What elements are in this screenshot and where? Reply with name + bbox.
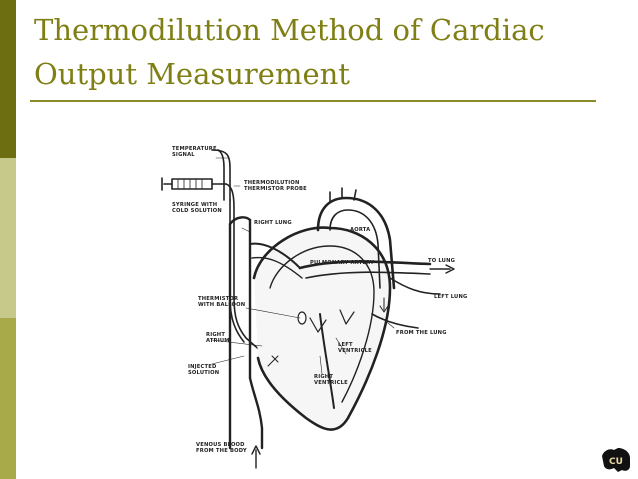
label-temperature-signal-2: SIGNAL (172, 152, 195, 158)
slide-title-line-1: Thermodilution Method of Cardiac (34, 13, 545, 47)
sidebar-band-light (0, 158, 16, 318)
syringe-icon (162, 178, 226, 190)
label-left-ventricle-1: LEFT (338, 342, 353, 348)
label-to-lung: TO LUNG (428, 258, 456, 264)
label-right-lung: RIGHT LUNG (254, 220, 292, 226)
sidebar-band-dark (0, 0, 16, 158)
label-thermistor-probe-2: THERMISTOR PROBE (244, 186, 307, 192)
label-left-ventricle-2: VENTRICLE (338, 348, 372, 354)
label-right-ventricle-1: RIGHT (314, 374, 334, 380)
slide-sidebar-accent (0, 0, 16, 479)
slide-title-line-2: Output Measurement (34, 57, 350, 91)
slide-title (34, 8, 594, 96)
buffalo-logo-icon (600, 446, 632, 474)
svg-text:CU: CU (609, 457, 623, 467)
label-pulmonary-artery: PULMONARY ARTERY (310, 260, 375, 266)
sidebar-band-mid (0, 318, 16, 479)
temperature-signal-wire (212, 150, 230, 200)
label-temperature-signal-1: TEMPERATURE (172, 146, 217, 152)
label-venous-blood-2: FROM THE BODY (196, 448, 247, 454)
title-underline (30, 100, 596, 102)
label-syringe-2: COLD SOLUTION (172, 208, 222, 214)
label-right-atrium-2: ATRIUM (206, 338, 230, 344)
label-venous-blood-1: VENOUS BLOOD (196, 442, 245, 448)
label-thermistor-probe-1: THERMODILUTION (244, 180, 300, 186)
label-injected-solution-2: SOLUTION (188, 370, 220, 376)
label-aorta: AORTA (350, 227, 371, 233)
label-syringe-1: SYRINGE WITH (172, 202, 218, 208)
label-thermistor-balloon-2: WITH BALLOON (198, 302, 246, 308)
label-right-ventricle-2: VENTRICLE (314, 380, 348, 386)
label-left-lung: LEFT LUNG (434, 294, 468, 300)
label-from-lung: FROM THE LUNG (396, 330, 447, 336)
label-injected-solution-1: INJECTED (188, 364, 217, 370)
heart-thermodilution-diagram (150, 128, 490, 478)
label-thermistor-balloon-1: THERMISTOR (198, 296, 239, 302)
label-right-atrium-1: RIGHT (206, 332, 226, 338)
